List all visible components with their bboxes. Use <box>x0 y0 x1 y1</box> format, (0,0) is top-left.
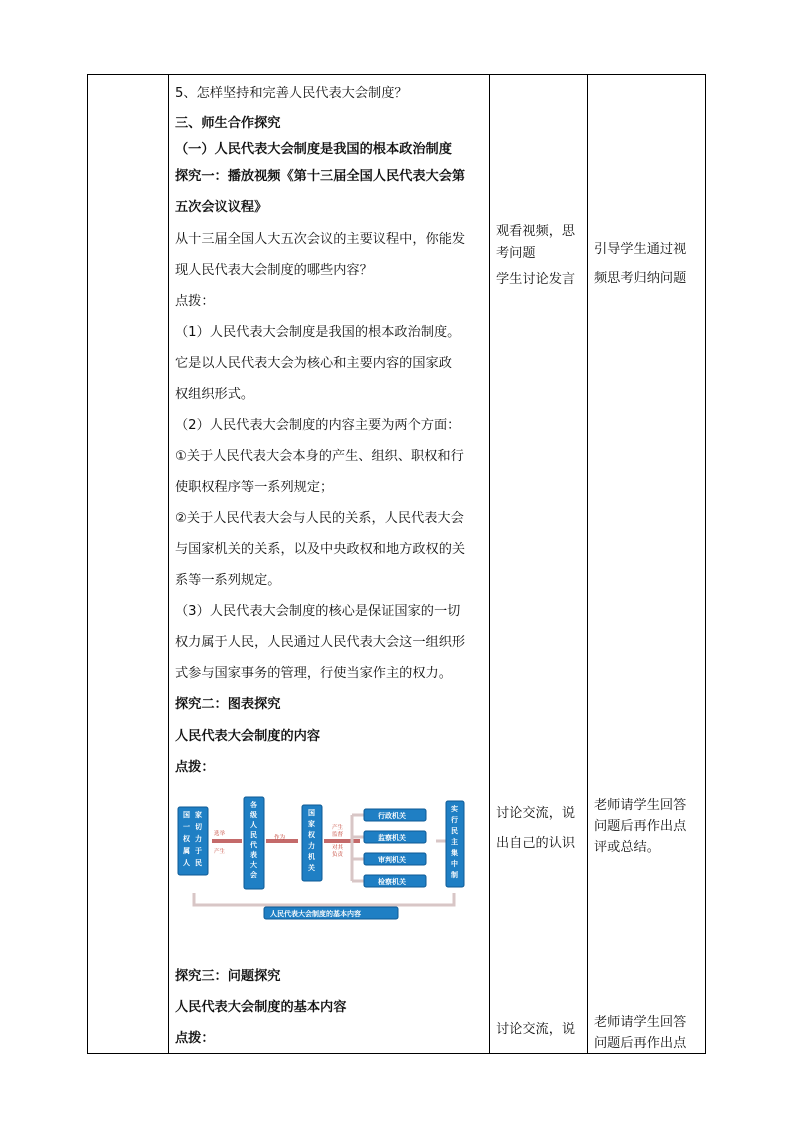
point-3-line3: 式参与国家事务的管理，行使当家作主的权力。 <box>175 666 452 681</box>
teaching-content-cell <box>168 75 489 1053</box>
content-2-line3: 系等一系列规定。 <box>175 573 281 588</box>
box-supervisory-label: 监察机关 <box>378 834 406 842</box>
teacher-intent-3a: 老师请学生回答 <box>594 1015 687 1030</box>
box-state-organ-label: 国家权力机关 <box>308 809 315 872</box>
box-congress-label: 各级人民代表大会 <box>250 801 257 879</box>
exploration-3-title: 人民代表大会制度的基本内容 <box>175 1000 347 1015</box>
teacher-intent-cell <box>587 75 705 1053</box>
caption-text: 人民代表大会制度的基本内容 <box>270 910 361 918</box>
point-1-line3: 权组织形式。 <box>175 387 255 402</box>
exploration-1-line1: 探究一：播放视频《第十三届全国人民代表大会第 <box>175 169 466 184</box>
content-1-line1: ①关于人民代表大会本身的产生、组织、职权和行 <box>175 449 464 464</box>
question-text-line1: 从十三届全国人大五次会议的主要议程中，你能发 <box>175 232 466 247</box>
branch-lines <box>352 815 364 881</box>
bracket-line <box>194 893 454 905</box>
label-generate: 产生 <box>332 825 344 831</box>
label-as: 作为 <box>274 835 286 841</box>
content-2-line1: ②关于人民代表大会与人民的关系，人民代表大会 <box>175 511 464 526</box>
question-5: 5、怎样坚持和完善人民代表大会制度？ <box>175 86 408 101</box>
hint-label: 点拨： <box>175 294 215 309</box>
label-elect: 选举 <box>214 831 226 837</box>
teacher-intent-1a: 引导学生通过视 <box>594 242 687 257</box>
lesson-table <box>87 74 706 1054</box>
point-1-line2: 它是以人民代表大会为核心和主要内容的国家政 <box>175 356 452 371</box>
student-activity-1a: 观看视频，思 <box>496 224 576 239</box>
point-1-line1: （1）人民代表大会制度是我国的根本政治制度。 <box>175 325 461 340</box>
box-judicial-label: 审判机关 <box>378 856 406 864</box>
teacher-intent-3b: 问题后再作出点 <box>594 1036 687 1051</box>
teacher-intent-2c: 评或总结。 <box>594 840 660 855</box>
student-activity-cell <box>489 75 587 1053</box>
npc-system-diagram <box>174 793 474 943</box>
point-2: （2）人民代表大会制度的内容主要为两个方面： <box>175 418 461 433</box>
exploration-2-title: 人民代表大会制度的内容 <box>175 729 321 744</box>
label-toward: 对其 <box>332 845 344 851</box>
student-activity-1c: 学生讨论发言 <box>496 272 576 287</box>
student-activity-2b: 出自己的认识 <box>496 836 576 851</box>
box-democratic-centralism-label: 实行民主集中制 <box>451 805 458 879</box>
student-activity-1b: 考问题 <box>496 246 536 261</box>
point-3-line2: 权力属于人民，人民通过人民代表大会这一组织形 <box>175 635 466 650</box>
student-activity-2a: 讨论交流，说 <box>496 806 576 821</box>
box-procuratorial-label: 检察机关 <box>378 878 406 886</box>
hint-label: 点拨： <box>175 760 215 775</box>
teacher-intent-1b: 频思考归纳问题 <box>594 271 687 286</box>
content-2-line2: 与国家机关的关系，以及中央政权和地方政权的关 <box>175 542 466 557</box>
content-1-line2: 使职权程序等一系列规定； <box>175 480 334 495</box>
student-activity-3a: 讨论交流，说 <box>496 1022 576 1037</box>
teacher-intent-2a: 老师请学生回答 <box>594 798 687 813</box>
box-administrative-label: 行政机关 <box>378 812 406 820</box>
subsection-heading: （一）人民代表大会制度是我国的根本政治制度 <box>175 142 452 157</box>
box-people-power-label: 国 家一 切权 力属 于人 民 <box>183 811 202 867</box>
point-3-line1: （3）人民代表大会制度的核心是保证国家的一切 <box>175 604 461 619</box>
label-responsible: 负责 <box>332 852 344 858</box>
exploration-3-heading: 探究三：问题探究 <box>175 969 281 984</box>
label-supervise: 监督 <box>332 832 344 838</box>
teacher-intent-2b: 问题后再作出点 <box>594 819 687 834</box>
exploration-1-line2: 五次会议议程》 <box>175 200 268 215</box>
exploration-2-heading: 探究二：图表探究 <box>175 697 281 712</box>
hint-label: 点拨： <box>175 1031 215 1046</box>
section-heading: 三、师生合作探究 <box>175 116 281 131</box>
label-produce: 产生 <box>214 849 226 855</box>
question-text-line2: 现人民代表大会制度的哪些内容？ <box>175 263 373 278</box>
